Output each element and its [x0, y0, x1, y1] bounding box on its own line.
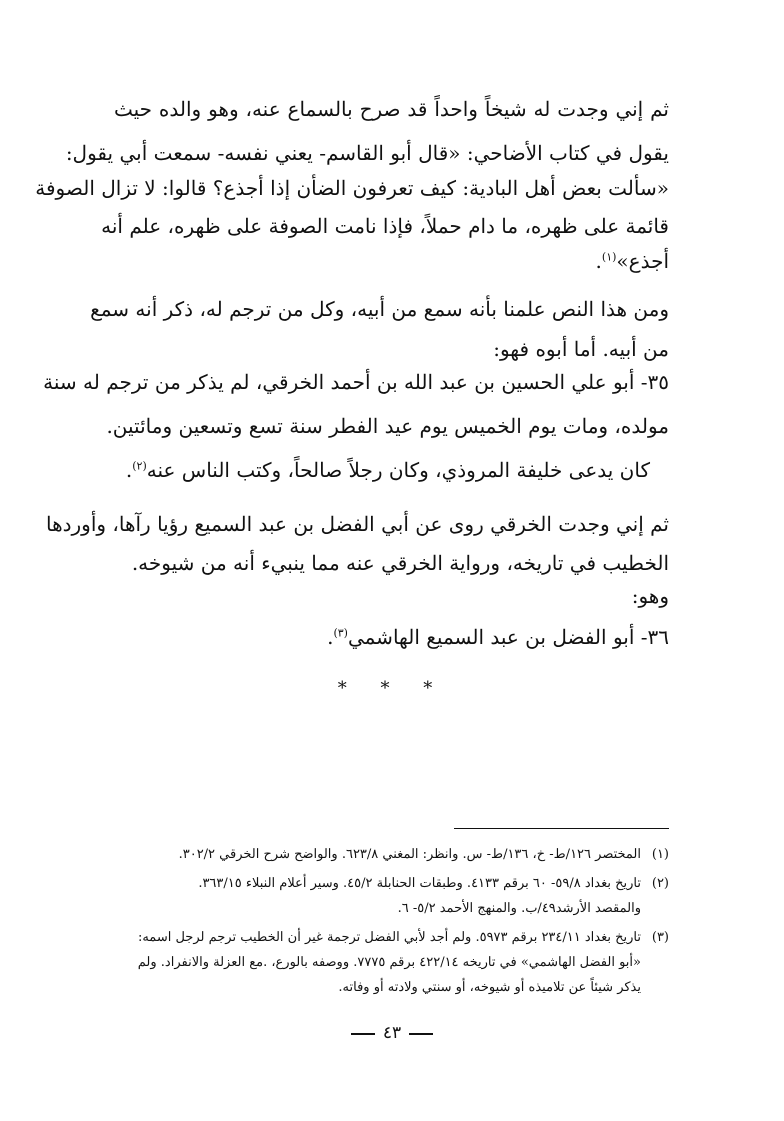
body-line: ومن هذا النص علمنا بأنه سمع من أبيه، وكل من ترجم له، ذكر أنه سمع [90, 297, 669, 321]
footnote-number: (٣) [651, 930, 669, 945]
page-number-text: ٤٣ [382, 1023, 402, 1043]
footnote-continuation: يذكر شيئاً عن تلاميذه أو شيوخه، أو سنتي ولادته أو وفاته. [338, 980, 641, 995]
footnote-ref[interactable]: (٣) [333, 626, 348, 640]
body-line: قائمة على ظهره، ما دام حملاً، فإذا نامت الصوفة على ظهره، علم أنه [101, 214, 669, 238]
footnote-text: تاريخ بغداد ٢٣٤/١١ برقم ٥٩٧٣. ولم أجد لأبي الفضل ترجمة غير أن الخطيب ترجم لرجل اسمه: [137, 930, 641, 945]
footnote-number: (١) [651, 847, 669, 862]
body-line: من أبيه. أما أبوه فهو: [493, 337, 669, 361]
section-separator: * * * [337, 678, 447, 699]
footnote-text: المختصر ١٢٦/ط- خ، ١٣٦/ط- س. وانظر: المغني ٦٢٣/٨. والواضح شرح الخرقي ٣٠٢/٢. [178, 847, 641, 862]
body-line-with-ref: كان يدعى خليفة المروذي، وكان رجلاً صالحاً، وكتب الناس عنه$^{(٢)}$. [125, 458, 650, 482]
footnote-ref[interactable]: (١) [601, 250, 617, 264]
body-text: كان يدعى خليفة المروذي، وكان رجلاً صالحاً، وكتب الناس عنه [146, 458, 650, 482]
body-line: الخطيب في تاريخه، ورواية الخرقي عنه مما ينبيء أنه من شيوخه. [131, 551, 669, 575]
body-line: وهو: [631, 584, 669, 608]
body-line: مولده، ومات يوم الخميس يوم عيد الفطر سنة تسع وتسعين ومائتين. [106, 414, 669, 438]
body-line-with-ref: أجذع»$^{(١)}$. [595, 249, 669, 273]
footnote-number: (٢) [651, 876, 669, 891]
footnote-text: تاريخ بغداد ٥٩/٨- ٦٠ برقم ٤١٣٣. وطبقات الحنابلة ٤٥/٢. وسير أعلام النبلاء ٣٦٣/١٥. [198, 876, 641, 891]
footnote [109, 842, 669, 868]
footnote [109, 871, 669, 897]
body-line: «سألت بعض أهل البادية: كيف تعرفون الضأن إذا أجذع؟ قالوا: لا تزال الصوفة [35, 176, 669, 200]
body-line: ثم إني وجدت الخرقي روى عن أبي الفضل بن عبد السميع رؤيا رآها، وأوردها [45, 512, 669, 536]
entry-heading-with-ref: ٣٦- أبو الفضل بن عبد السميع الهاشمي$^{(٣)}$. [327, 625, 669, 649]
footnote-continuation: والمقصد الأرشد٤٩/ب. والمنهج الأحمد ٥/٢- ٦. [397, 901, 641, 916]
body-line: يقول في كتاب الأضاحي: «قال أبو القاسم- يعني نفسه- سمعت أبي يقول: [65, 141, 669, 165]
footnote-divider [454, 828, 669, 829]
footnote-ref[interactable]: (٢) [132, 459, 147, 473]
entry-heading-text: ٣٦- أبو الفضل بن عبد السميع الهاشمي [347, 625, 669, 649]
page-number [0, 1023, 784, 1043]
footnote-continuation: «أبو الفضل الهاشمي» في تاريخه ٤٢٢/١٤ برقم ٧٧٧٥. ووصفه بالورع، .مع العزلة والانفراد. ولم [137, 955, 641, 970]
body-text: أجذع» [616, 249, 669, 273]
entry-heading: ٣٥- أبو علي الحسين بن عبد الله بن أحمد الخرقي، لم يذكر من ترجم له سنة [43, 370, 669, 394]
body-line: ثم إني وجدت له شيخاً واحداً قد صرح بالسماع عنه، وهو والده حيث [114, 97, 669, 121]
footnote [109, 925, 669, 951]
